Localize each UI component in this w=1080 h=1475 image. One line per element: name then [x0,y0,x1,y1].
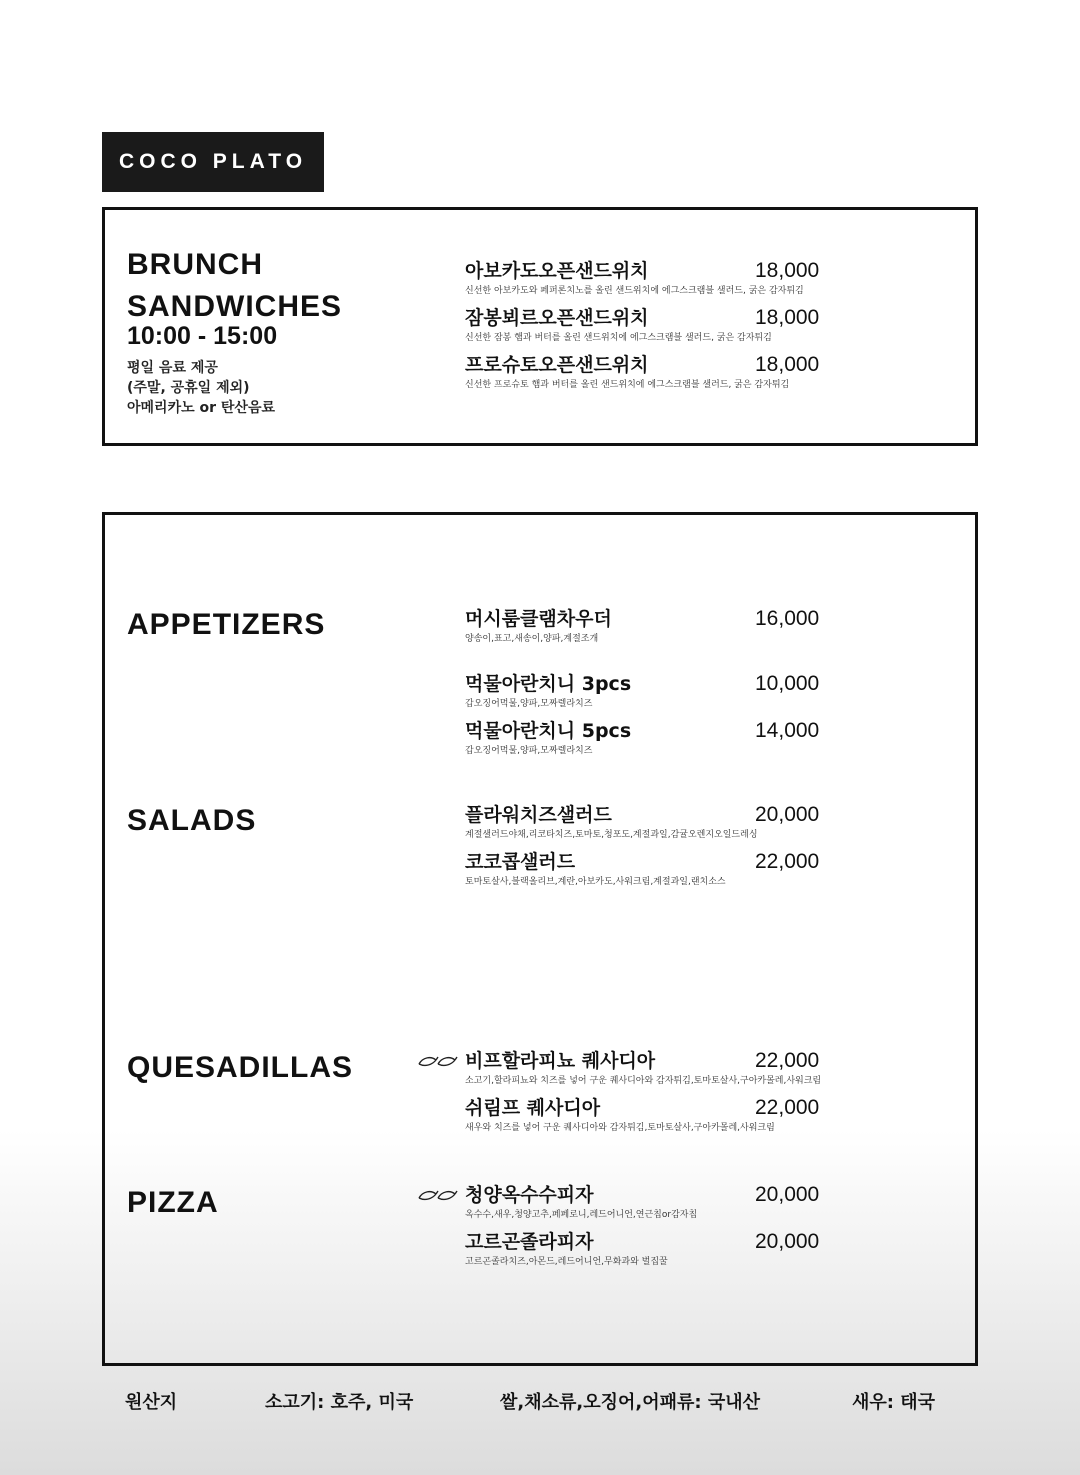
brand-logo: COCO PLATO [102,132,324,192]
item-desc: 고르곤졸라치즈,아몬드,레드어니언,무화과와 벌집꿀 [465,1257,668,1267]
item-desc: 갑오징어먹물,양파,모짜렐라치즈 [465,699,593,709]
item-price: 22,000 [755,850,820,873]
menu-item [465,1230,925,1274]
item-desc: 신선한 프로슈토 햄과 버터를 올린 샌드위치에 에그스크램블 샐러드, 굵은 감자튀김 [465,380,790,390]
origin-domestic: 쌀,채소류,오징어,어패류: 국내산 [500,1392,761,1413]
menu-item [465,1183,925,1227]
brunch-note: 아메리카노 or 탄산음료 [127,400,275,416]
menu-item [465,1049,925,1093]
appetizers-title: APPETIZERS [127,608,326,641]
origin-beef: 소고기: 호주, 미국 [265,1392,414,1413]
brunch-title: BRUNCH SANDWICHES [127,248,343,323]
item-name: 프로슈토오픈샌드위치 [465,354,649,376]
brunch-note: (주말, 공휴일 제외) [127,380,250,396]
menu-item [465,259,925,303]
menu-item [465,306,925,350]
item-price: 18,000 [755,306,820,329]
item-name: 플라워치즈샐러드 [465,804,612,826]
menu-item [465,803,925,847]
brunch-notes [127,358,275,418]
item-desc: 소고기,할라피뇨와 치즈를 넣어 구운 퀘사디아와 감자튀김,토마토살사,구아카몰레,사워크림 [465,1076,822,1086]
item-price: 22,000 [755,1096,820,1119]
pizza-title: PIZZA [127,1186,219,1219]
item-price: 14,000 [755,719,820,742]
item-name: 머시룸클램차우더 [465,608,612,630]
item-name: 먹물아란치니 5pcs [465,720,632,742]
item-price: 20,000 [755,803,820,826]
menu-item [465,353,925,397]
origin-footer [0,1388,1080,1416]
main-menu-section [102,512,978,1366]
item-desc: 신선한 아보카도와 페퍼론치노를 올린 샌드위치에 에그스크램블 샐러드, 굵은 감자튀김 [465,286,804,296]
item-price: 10,000 [755,672,820,695]
item-price: 16,000 [755,607,820,630]
menu-item [465,1096,925,1140]
brunch-hours: 10:00 - 15:00 [127,322,278,350]
item-price: 18,000 [755,259,820,282]
item-desc: 토마토살사,블랙올리브,계란,아보카도,사워크림,계절과일,랜치소스 [465,877,726,887]
item-desc: 새우와 치즈를 넣어 구운 퀘사디아와 감자튀김,토마토살사,구아카몰레,사워크림 [465,1123,775,1133]
menu-item [465,719,925,763]
brunch-note: 평일 음료 제공 [127,360,218,376]
origin-shrimp: 새우: 태국 [852,1392,936,1413]
item-name: 고르곤졸라피자 [465,1231,594,1253]
item-desc: 신선한 잠봉 햄과 버터를 올린 샌드위치에 에그스크램블 샐러드, 굵은 감자튀김 [465,333,772,343]
item-name: 잠봉뵈르오픈샌드위치 [465,307,649,329]
menu-item [465,850,925,894]
brunch-section [102,207,978,446]
chili-pepper-icon [417,1053,459,1069]
item-name: 먹물아란치니 3pcs [465,673,632,695]
menu-item [465,672,925,716]
salads-title: SALADS [127,804,257,837]
item-desc: 옥수수,새우,청양고추,페페로니,레드어니언,연근칩or감자칩 [465,1210,698,1220]
item-name: 청양옥수수피자 [465,1184,594,1206]
item-price: 22,000 [755,1049,820,1072]
item-desc: 갑오징어먹물,양파,모짜렐라치즈 [465,746,593,756]
chili-pepper-icon [417,1187,459,1203]
quesadillas-title: QUESADILLAS [127,1051,354,1084]
item-name: 쉬림프 퀘사디아 [465,1097,601,1119]
menu-item [465,607,925,651]
item-desc: 계절샐러드야채,리코타치즈,토마토,청포도,계절과일,감귤오렌지오일드레싱 [465,830,758,840]
item-name: 코코콥샐러드 [465,851,576,873]
item-price: 18,000 [755,353,820,376]
item-price: 20,000 [755,1183,820,1206]
item-desc: 양송이,표고,새송이,양파,계절조개 [465,634,599,644]
item-name: 아보카도오픈샌드위치 [465,260,649,282]
item-price: 20,000 [755,1230,820,1253]
item-name: 비프할라피뇨 퀘사디아 [465,1050,656,1072]
origin-label: 원산지 [125,1392,178,1413]
